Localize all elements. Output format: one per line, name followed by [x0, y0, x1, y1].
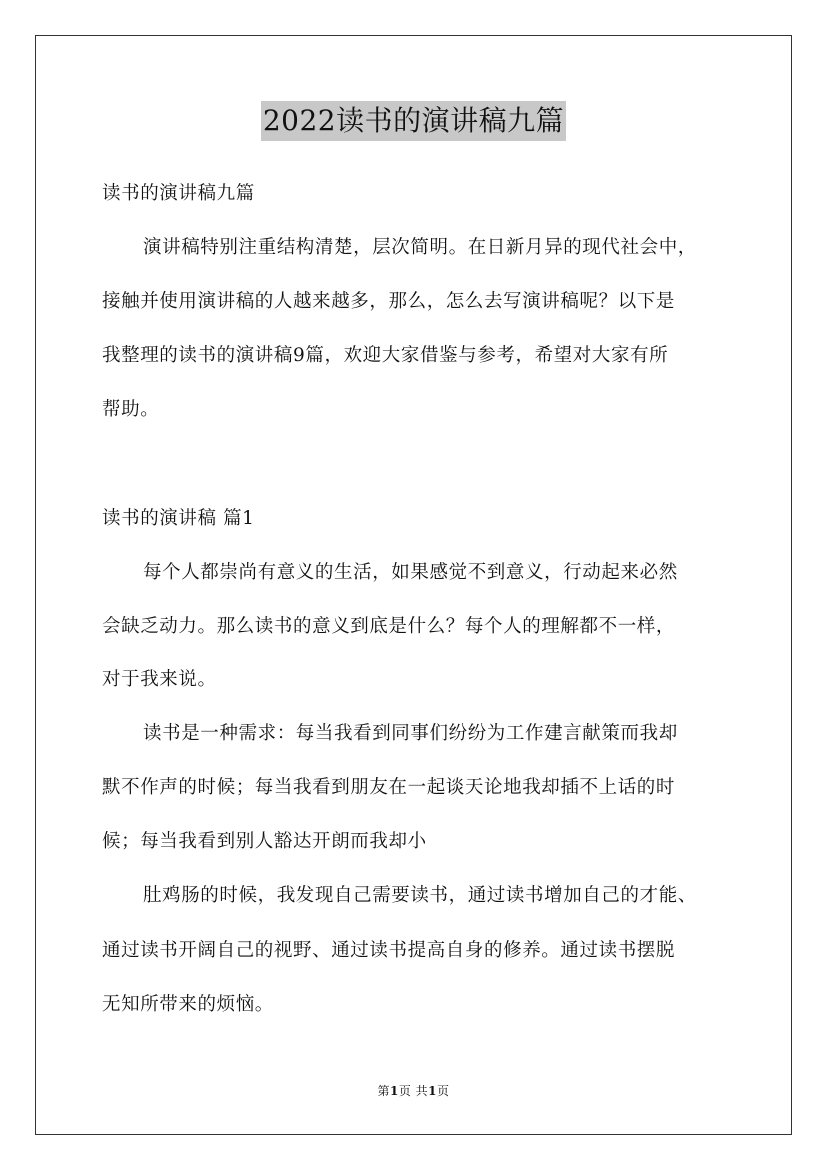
footer-page-suffix: 页 — [437, 1084, 450, 1098]
intro-paragraph-line-1: 演讲稿特别注重结构清楚，层次简明。在日新月异的现代社会中， — [143, 237, 697, 258]
title-container — [0, 101, 827, 141]
paragraph-1-line-1: 每个人都崇尚有意义的生活，如果感觉不到意义，行动起来必然 — [143, 562, 678, 583]
paragraph-3-line-3: 无知所带来的烦恼。 — [102, 994, 274, 1015]
footer-page-mid: 页 共 — [398, 1084, 429, 1098]
paragraph-2-line-1: 读书是一种需求：每当我看到同事们纷纷为工作建言献策而我却 — [143, 723, 678, 744]
section-heading: 读书的演讲稿 篇1 — [102, 508, 255, 529]
paragraph-1-line-3: 对于我来说。 — [102, 669, 217, 690]
paragraph-3-line-2: 通过读书开阔自己的视野、通过读书提高自身的修养。通过读书摆脱 — [102, 940, 676, 961]
paragraph-3-line-1: 肚鸡肠的时候，我发现自己需要读书，通过读书增加自己的才能、 — [143, 885, 697, 906]
intro-paragraph-line-2: 接触并使用演讲稿的人越来越多，那么，怎么去写演讲稿呢？以下是 — [102, 291, 676, 312]
footer-page-total: 1 — [428, 1084, 438, 1098]
page-footer — [0, 1083, 827, 1099]
intro-paragraph-line-3: 我整理的读书的演讲稿9篇，欢迎大家借鉴与参考，希望对大家有所 — [102, 345, 669, 366]
document-title: 2022读书的演讲稿九篇 — [261, 101, 566, 141]
intro-paragraph-line-4: 帮助。 — [102, 399, 160, 420]
document-subtitle: 读书的演讲稿九篇 — [102, 183, 255, 204]
footer-page-prefix: 第 — [377, 1084, 390, 1098]
footer-page-current: 1 — [389, 1084, 399, 1098]
paragraph-2-line-2: 默不作声的时候；每当我看到朋友在一起谈天论地我却插不上话的时 — [102, 777, 676, 798]
paragraph-2-line-3: 候；每当我看到别人豁达开朗而我却小 — [102, 831, 427, 852]
paragraph-1-line-2: 会缺乏动力。那么读书的意义到底是什么？每个人的理解都不一样， — [102, 616, 676, 637]
